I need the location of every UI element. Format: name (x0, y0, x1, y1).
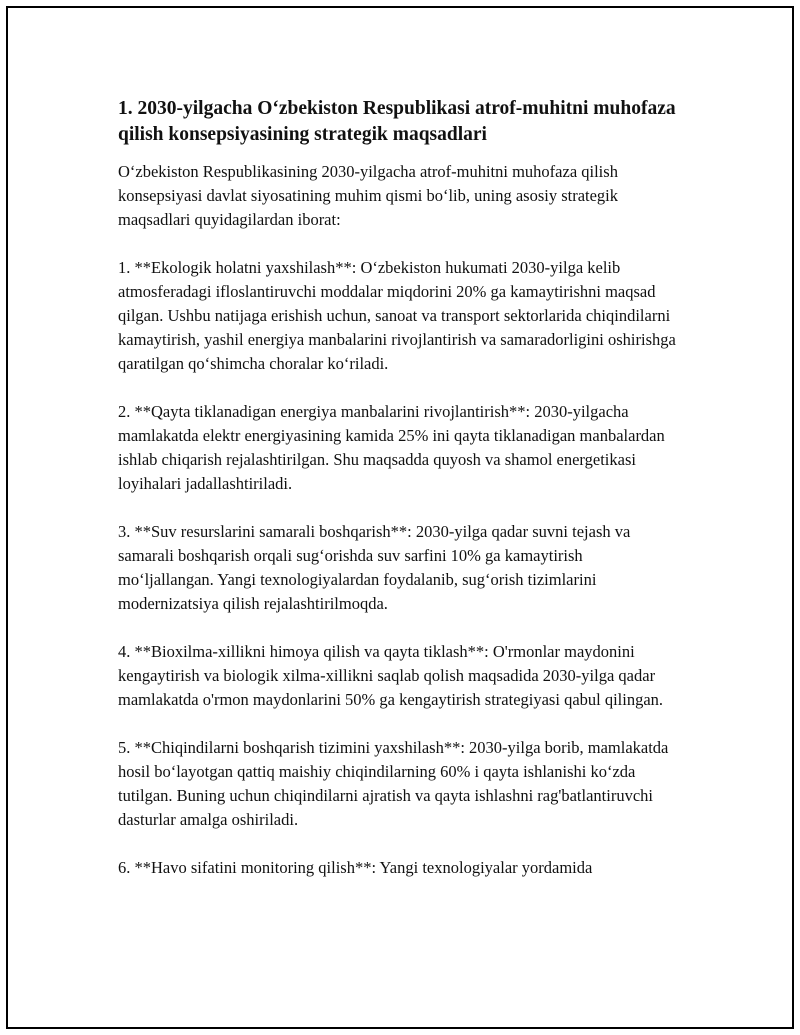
list-item-2: 2. **Qayta tiklanadigan energiya manbalarini rivojlantirish**: 2030-yilgacha mamlakatda elektr energiyasining kamida 25% ini qayta tiklanadigan manbalardan ishlab chiqarish rejalashtirilgan. Shu maqsadda quyosh va shamol energetikasi loyihalari jadallashtiriladi. (118, 402, 665, 493)
list-item-4: 4. **Bioxilma-xillikni himoya qilish va qayta tiklash**: O'rmonlar maydonini kengaytirish va biologik xilma-xillikni saqlab qolish maqsadida 2030-yilga qadar mamlakatda o'rmon maydonlarini 50% ga kengaytirish strategiyasi qabul qilingan. (118, 642, 664, 709)
list-item-1: 1. **Ekologik holatni yaxshilash**: O‘zbekiston hukumati 2030-yilga kelib atmosferadagi ifloslantiruvchi moddalar miqdorini 20% ga kamaytirishni maqsad qilgan. Ushbu natijaga erishish uchun, sanoat va transport sektorlarida chiqindilarni kamaytirish, yashil energiya manbalarini rivojlantirish va samaradorligini oshirishga qaratilgan qo‘shimcha choralar ko‘riladi. (118, 258, 676, 373)
document-page (6, 6, 794, 1029)
list-item-6: 6. **Havo sifatini monitoring qilish**: Yangi texnologiyalar yordamida (118, 858, 593, 877)
section-heading: 1. 2030-yilgacha O‘zbekiston Respublikasi atrof-muhitni muhofaza qilish konsepsiyasining strategik maqsadlari (118, 98, 676, 145)
document-body (118, 96, 678, 904)
list-item-5: 5. **Chiqindilarni boshqarish tizimini yaxshilash**: 2030-yilga borib, mamlakatda hosil bo‘layotgan qattiq maishiy chiqindilarning 60% i qayta ishlanishi ko‘zda tutilgan. Buning uchun chiqindilarni ajratish va qayta ishlashni rag'batlantiruvchi dasturlar amalga oshiriladi. (118, 738, 669, 829)
intro-paragraph: O‘zbekiston Respublikasining 2030-yilgacha atrof-muhitni muhofaza qilish konsepsiyasi davlat siyosatining muhim qismi bo‘lib, uning asosiy strategik maqsadlari quyidagilardan iborat: (118, 162, 619, 229)
list-item-3: 3. **Suv resurslarini samarali boshqarish**: 2030-yilga qadar suvni tejash va samarali boshqarish orqali sug‘orishda suv sarfini 10% ga kamaytirish mo‘ljallangan. Yangi texnologiyalardan foydalanib, sug‘orish tizimlarini modernizatsiya qilish rejalashtirilmoqda. (118, 522, 631, 613)
